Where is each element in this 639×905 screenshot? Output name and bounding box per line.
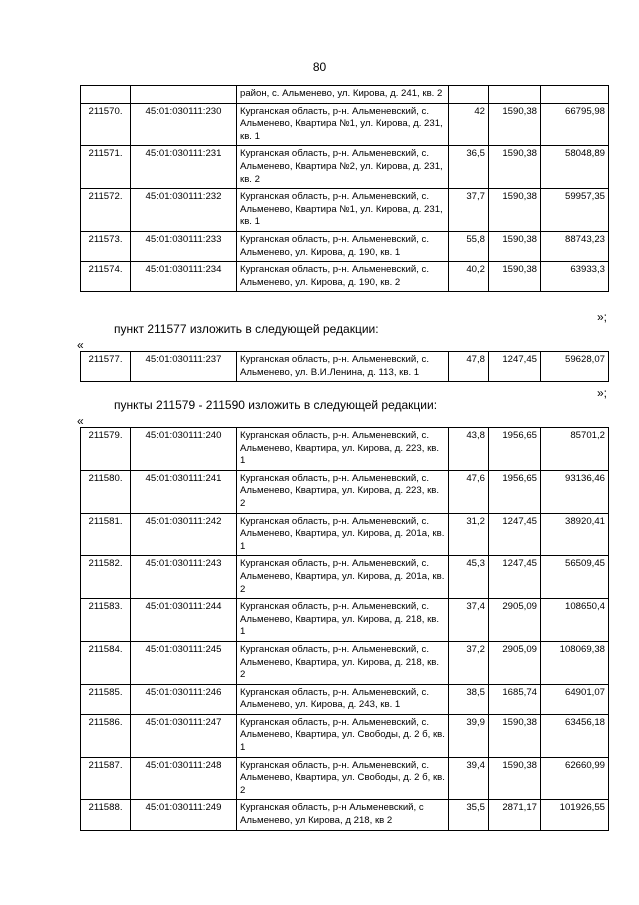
- unit-price-cell: 2905,09: [489, 599, 541, 642]
- property-table-1: [80, 85, 609, 292]
- unit-price-cell: 1685,74: [489, 684, 541, 714]
- row-number-cell: 211580.: [81, 470, 131, 513]
- address-cell: Курганская область, р-н. Альменевский, с. Альменево, Квартира, ул. Свободы, д. 2 б, кв. 1: [237, 714, 449, 757]
- unit-price-cell: 1590,38: [489, 189, 541, 232]
- unit-price-cell: 1247,45: [489, 352, 541, 382]
- area-cell: 43,8: [449, 428, 489, 471]
- cadastral-number-cell: 45:01:030111:246: [131, 684, 237, 714]
- address-cell: Курганская область, р-н. Альменевский, с. Альменево, Квартира №1, ул. Кирова, д. 231, кв. 1: [237, 189, 449, 232]
- cadastral-number-cell: 45:01:030111:245: [131, 641, 237, 684]
- cadastral-number-cell: 45:01:030111:234: [131, 262, 237, 292]
- row-number-cell: 211583.: [81, 599, 131, 642]
- table-row: [81, 714, 609, 757]
- cadastral-value-cell: [541, 86, 609, 104]
- unit-price-cell: 1590,38: [489, 146, 541, 189]
- table-row: [81, 86, 609, 104]
- unit-price-cell: 1590,38: [489, 262, 541, 292]
- address-cell: Курганская область, р-н. Альменевский, с. Альменево, ул. Кирова, д. 190, кв. 1: [237, 231, 449, 261]
- table-row: [81, 103, 609, 146]
- cadastral-value-cell: 88743,23: [541, 231, 609, 261]
- row-number-cell: 211584.: [81, 641, 131, 684]
- area-cell: 39,9: [449, 714, 489, 757]
- cadastral-number-cell: 45:01:030111:241: [131, 470, 237, 513]
- table-row: [81, 641, 609, 684]
- cadastral-number-cell: 45:01:030111:243: [131, 556, 237, 599]
- table-row: [81, 231, 609, 261]
- area-cell: 37,2: [449, 641, 489, 684]
- table-row: [81, 146, 609, 189]
- cadastral-value-cell: 63933,3: [541, 262, 609, 292]
- area-cell: [449, 86, 489, 104]
- area-cell: 37,4: [449, 599, 489, 642]
- cadastral-number-cell: 45:01:030111:242: [131, 513, 237, 556]
- area-cell: 38,5: [449, 684, 489, 714]
- row-number-cell: 211573.: [81, 231, 131, 261]
- cadastral-value-cell: 62660,99: [541, 757, 609, 800]
- table-row: [81, 352, 609, 382]
- cadastral-value-cell: 59957,35: [541, 189, 609, 232]
- table-row: [81, 599, 609, 642]
- address-cell: Курганская область, р-н. Альменевский, с. Альменево, Квартира, ул. Кирова, д. 218, кв. 1: [237, 599, 449, 642]
- opening-quote-2: «: [77, 414, 84, 428]
- unit-price-cell: 1590,38: [489, 231, 541, 261]
- page-number: 80: [312, 60, 327, 74]
- cadastral-number-cell: 45:01:030111:249: [131, 800, 237, 830]
- unit-price-cell: 1247,45: [489, 513, 541, 556]
- cadastral-number-cell: 45:01:030111:232: [131, 189, 237, 232]
- address-cell: Курганская область, р-н. Альменевский, с. Альменево, Квартира, ул. Свободы, д. 2 б, кв. 2: [237, 757, 449, 800]
- table-row: [81, 757, 609, 800]
- cadastral-number-cell: 45:01:030111:248: [131, 757, 237, 800]
- cadastral-number-cell: 45:01:030111:237: [131, 352, 237, 382]
- row-number-cell: 211574.: [81, 262, 131, 292]
- row-number-cell: 211585.: [81, 684, 131, 714]
- row-number-cell: 211581.: [81, 513, 131, 556]
- cadastral-value-cell: 59628,07: [541, 352, 609, 382]
- cadastral-number-cell: 45:01:030111:233: [131, 231, 237, 261]
- closing-quote-1: »;: [596, 310, 607, 324]
- table-row: [81, 800, 609, 830]
- cadastral-number-cell: [131, 86, 237, 104]
- cadastral-value-cell: 56509,45: [541, 556, 609, 599]
- area-cell: 45,3: [449, 556, 489, 599]
- cadastral-number-cell: 45:01:030111:230: [131, 103, 237, 146]
- table-row: [81, 470, 609, 513]
- address-cell: Курганская область, р-н. Альменевский, с. Альменево, Квартира, ул. Кирова, д. 201а, кв. 2: [237, 556, 449, 599]
- row-number-cell: 211571.: [81, 146, 131, 189]
- cadastral-value-cell: 93136,46: [541, 470, 609, 513]
- cadastral-number-cell: 45:01:030111:247: [131, 714, 237, 757]
- cadastral-value-cell: 108069,38: [541, 641, 609, 684]
- table-row: [81, 556, 609, 599]
- unit-price-cell: 1247,45: [489, 556, 541, 599]
- unit-price-cell: 1590,38: [489, 714, 541, 757]
- row-number-cell: 211588.: [81, 800, 131, 830]
- area-cell: 40,2: [449, 262, 489, 292]
- area-cell: 47,6: [449, 470, 489, 513]
- unit-price-cell: [489, 86, 541, 104]
- closing-quote-2: »;: [596, 386, 607, 400]
- amendment-paragraph-1: пункт 211577 изложить в следующей редакции:: [114, 322, 379, 336]
- opening-quote-1: «: [77, 338, 84, 352]
- unit-price-cell: 2905,09: [489, 641, 541, 684]
- row-number-cell: 211582.: [81, 556, 131, 599]
- cadastral-number-cell: 45:01:030111:231: [131, 146, 237, 189]
- table-row: [81, 262, 609, 292]
- table-row: [81, 513, 609, 556]
- unit-price-cell: 2871,17: [489, 800, 541, 830]
- row-number-cell: 211577.: [81, 352, 131, 382]
- address-cell: Курганская область, р-н. Альменевский, с. Альменево, ул. Кирова, д. 190, кв. 2: [237, 262, 449, 292]
- cadastral-value-cell: 85701,2: [541, 428, 609, 471]
- address-cell: Курганская область, р-н. Альменевский, с. Альменево, ул. Кирова, д. 243, кв. 1: [237, 684, 449, 714]
- row-number-cell: 211586.: [81, 714, 131, 757]
- cadastral-value-cell: 66795,98: [541, 103, 609, 146]
- address-cell: Курганская область, р-н. Альменевский, с. Альменево, Квартира №1, ул. Кирова, д. 231, кв. 1: [237, 103, 449, 146]
- table-row: [81, 189, 609, 232]
- area-cell: 31,2: [449, 513, 489, 556]
- cadastral-number-cell: 45:01:030111:244: [131, 599, 237, 642]
- address-cell: Курганская область, р-н. Альменевский, с. Альменево, Квартира №2, ул. Кирова, д. 231, кв. 2: [237, 146, 449, 189]
- area-cell: 35,5: [449, 800, 489, 830]
- cadastral-value-cell: 58048,89: [541, 146, 609, 189]
- row-number-cell: [81, 86, 131, 104]
- table-row: [81, 428, 609, 471]
- cadastral-value-cell: 108650,4: [541, 599, 609, 642]
- property-table-3: [80, 427, 609, 831]
- address-cell: Курганская область, р-н. Альменевский, с. Альменево, Квартира, ул. Кирова, д. 223, кв. 1: [237, 428, 449, 471]
- address-cell: Курганская область, р-н Альменевский, с Альменево, ул Кирова, д 218, кв 2: [237, 800, 449, 830]
- area-cell: 36,5: [449, 146, 489, 189]
- area-cell: 39,4: [449, 757, 489, 800]
- area-cell: 37,7: [449, 189, 489, 232]
- address-cell: Курганская область, р-н. Альменевский, с. Альменево, ул. В.И.Ленина, д. 113, кв. 1: [237, 352, 449, 382]
- cadastral-number-cell: 45:01:030111:240: [131, 428, 237, 471]
- address-cell: Курганская область, р-н. Альменевский, с. Альменево, Квартира, ул. Кирова, д. 201а, кв. 1: [237, 513, 449, 556]
- cadastral-value-cell: 38920,41: [541, 513, 609, 556]
- row-number-cell: 211587.: [81, 757, 131, 800]
- unit-price-cell: 1956,65: [489, 470, 541, 513]
- address-cell: Курганская область, р-н. Альменевский, с. Альменево, Квартира, ул. Кирова, д. 223, кв. 2: [237, 470, 449, 513]
- table-row: [81, 684, 609, 714]
- row-number-cell: 211572.: [81, 189, 131, 232]
- unit-price-cell: 1590,38: [489, 757, 541, 800]
- address-cell: район, с. Альменево, ул. Кирова, д. 241, кв. 2: [237, 86, 449, 104]
- area-cell: 55,8: [449, 231, 489, 261]
- cadastral-value-cell: 63456,18: [541, 714, 609, 757]
- unit-price-cell: 1590,38: [489, 103, 541, 146]
- address-cell: Курганская область, р-н. Альменевский, с. Альменево, Квартира, ул. Кирова, д. 218, кв. 2: [237, 641, 449, 684]
- amendment-paragraph-2: пункты 211579 - 211590 изложить в следующей редакции:: [114, 398, 438, 412]
- row-number-cell: 211570.: [81, 103, 131, 146]
- unit-price-cell: 1956,65: [489, 428, 541, 471]
- cadastral-value-cell: 64901,07: [541, 684, 609, 714]
- property-table-2: [80, 351, 609, 382]
- row-number-cell: 211579.: [81, 428, 131, 471]
- area-cell: 47,8: [449, 352, 489, 382]
- area-cell: 42: [449, 103, 489, 146]
- cadastral-value-cell: 101926,55: [541, 800, 609, 830]
